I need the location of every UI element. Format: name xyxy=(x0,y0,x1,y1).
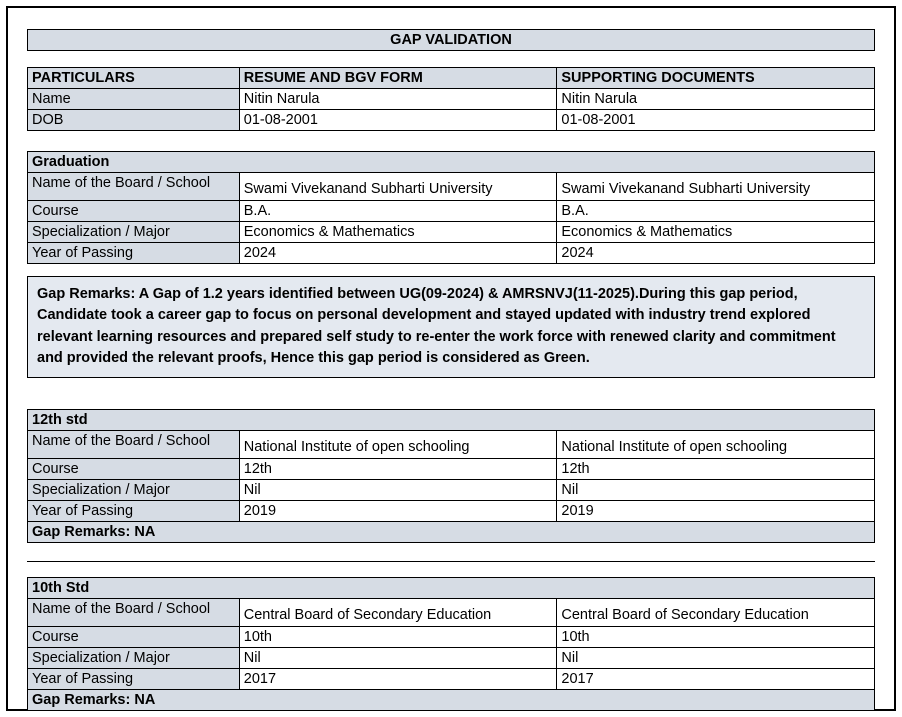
column-header-supporting-docs: SUPPORTING DOCUMENTS xyxy=(557,68,875,89)
section-header-row xyxy=(28,152,875,173)
column-header-resume-bgv: RESUME AND BGV FORM xyxy=(239,68,557,89)
cell-supporting: Nil xyxy=(557,479,875,500)
cell-resume: Nitin Narula xyxy=(239,89,557,110)
section-title-graduation: Graduation xyxy=(28,152,875,173)
cell-supporting: 2017 xyxy=(557,668,875,689)
cell-resume: 01-08-2001 xyxy=(239,110,557,131)
cell-supporting: Nitin Narula xyxy=(557,89,875,110)
cell-supporting: 12th xyxy=(557,458,875,479)
row-label: Specialization / Major xyxy=(28,222,240,243)
cell-resume: 10th xyxy=(239,626,557,647)
row-label: Course xyxy=(28,626,240,647)
row-label: DOB xyxy=(28,110,240,131)
cell-supporting: 2019 xyxy=(557,500,875,521)
cell-supporting: Nil xyxy=(557,647,875,668)
row-label: Specialization / Major xyxy=(28,479,240,500)
table-row-course xyxy=(28,626,875,647)
gap-remarks-10th: Gap Remarks: NA xyxy=(28,689,875,710)
page-title: GAP VALIDATION xyxy=(27,29,875,51)
graduation-gap-remarks: Gap Remarks: A Gap of 1.2 years identified between UG(09-2024) & AMRSNVJ(11-2025).During this gap period, Candidate took a career gap to focus on personal development and stayed updated with industry trend explored relevant learning resources and prepared self study to re-enter the work force with renewed clarity and commitment and provided the relevant proofs, Hence this gap period is considered as Green. xyxy=(27,276,875,378)
row-label: Specialization / Major xyxy=(28,647,240,668)
row-label: Name xyxy=(28,89,240,110)
cell-supporting: 2024 xyxy=(557,243,875,264)
particulars-table xyxy=(27,67,875,131)
table-row-year xyxy=(28,668,875,689)
cell-resume: B.A. xyxy=(239,201,557,222)
cell-resume: Economics & Mathematics xyxy=(239,222,557,243)
cell-supporting: B.A. xyxy=(557,201,875,222)
row-label: Name of the Board / School xyxy=(28,173,240,201)
section-header-row xyxy=(28,409,875,430)
section-title-10th: 10th Std xyxy=(28,577,875,598)
row-label: Course xyxy=(28,458,240,479)
cell-resume: 12th xyxy=(239,458,557,479)
table-row-board xyxy=(28,598,875,626)
cell-resume: Nil xyxy=(239,647,557,668)
row-label: Course xyxy=(28,201,240,222)
row-label: Year of Passing xyxy=(28,243,240,264)
cell-supporting: Central Board of Secondary Education xyxy=(557,598,875,626)
table-row-year xyxy=(28,500,875,521)
cell-resume: Nil xyxy=(239,479,557,500)
table-row-course xyxy=(28,458,875,479)
cell-supporting: Economics & Mathematics xyxy=(557,222,875,243)
table-row-board xyxy=(28,430,875,458)
cell-resume: Swami Vivekanand Subharti University xyxy=(239,173,557,201)
cell-resume: National Institute of open schooling xyxy=(239,430,557,458)
document-page xyxy=(6,6,896,711)
cell-supporting: Swami Vivekanand Subharti University xyxy=(557,173,875,201)
gap-remarks-12th: Gap Remarks: NA xyxy=(28,521,875,542)
column-header-particulars: PARTICULARS xyxy=(28,68,240,89)
row-label: Year of Passing xyxy=(28,668,240,689)
twelfth-table xyxy=(27,409,875,543)
header-row xyxy=(28,68,875,89)
section-header-row xyxy=(28,577,875,598)
table-row-specialization xyxy=(28,647,875,668)
cell-supporting: National Institute of open schooling xyxy=(557,430,875,458)
row-label: Name of the Board / School xyxy=(28,430,240,458)
table-row-name xyxy=(28,89,875,110)
table-row-specialization xyxy=(28,479,875,500)
table-row-year xyxy=(28,243,875,264)
graduation-table xyxy=(27,151,875,264)
cell-resume: 2024 xyxy=(239,243,557,264)
table-row-specialization xyxy=(28,222,875,243)
gap-remarks-row xyxy=(28,689,875,710)
row-label: Name of the Board / School xyxy=(28,598,240,626)
cell-supporting: 01-08-2001 xyxy=(557,110,875,131)
section-divider xyxy=(27,561,875,562)
cell-resume: 2019 xyxy=(239,500,557,521)
cell-resume: Central Board of Secondary Education xyxy=(239,598,557,626)
tenth-table xyxy=(27,577,875,711)
cell-supporting: 10th xyxy=(557,626,875,647)
table-row-course xyxy=(28,201,875,222)
table-row-board xyxy=(28,173,875,201)
section-title-12th: 12th std xyxy=(28,409,875,430)
table-row-dob xyxy=(28,110,875,131)
gap-remarks-row xyxy=(28,521,875,542)
row-label: Year of Passing xyxy=(28,500,240,521)
cell-resume: 2017 xyxy=(239,668,557,689)
